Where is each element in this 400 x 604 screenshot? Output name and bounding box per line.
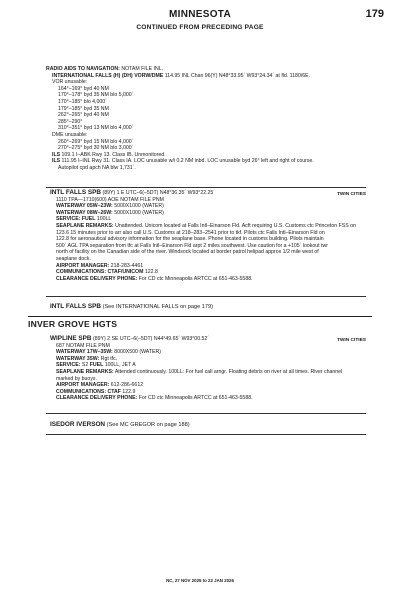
radio-aids-heading: RADIO AIDS TO NAVIGATION:	[46, 66, 120, 72]
remarks-line: Attended continuously. 100LL: For fuel call arngr. Floating debris on river at all times. River channel	[114, 368, 343, 375]
remarks-line: seaplane dock.	[56, 255, 91, 262]
waterway-label: WATERWAY 17W–35W:	[56, 349, 113, 356]
area-chart-label: TWIN CITIES	[336, 192, 366, 197]
radio-aids-section	[46, 66, 366, 172]
service-value: S2	[81, 362, 89, 369]
cross-reference-text: (See MC GREGOR on page 188)	[106, 422, 190, 428]
vor-unusable-item: 164°–169° byd 40 NM	[58, 85, 109, 92]
page-state-title: MINNESOTA	[169, 9, 231, 20]
vor-unusable-item: 179°–185° byd 35 NM	[58, 105, 109, 112]
remarks-line: marked by buoys.	[56, 375, 97, 382]
vor-unusable-item: 310°–351° byd 13 NM blo 4,000´	[58, 125, 134, 132]
ils-details-continued: Autopilot cpd apch NA blw 1,731´.	[58, 164, 136, 171]
ils-details: 109.1 I–ABK Rwy 13. Class IB. Unmonitored.	[61, 151, 166, 158]
service-label: SERVICE:	[56, 216, 81, 223]
vor-name: INTERNATIONAL FALLS (H) (DH) VORW/DME	[52, 72, 164, 79]
clearance-text: For CD ctc Minneapolis ARTCC at 651-463-5588.	[138, 275, 253, 282]
radio-aids-notam: NOTAM FILE INL.	[121, 66, 164, 72]
fuel-value: 100LL	[96, 216, 112, 223]
vor-unusable-item: 170°–178° byd 35 NM blo 5,000´	[58, 92, 134, 99]
cross-reference-intl-falls	[50, 303, 213, 310]
area-chart-label: TWIN CITIES	[336, 338, 366, 343]
ils-label: ILS	[52, 151, 61, 158]
manager-label: AIRPORT MANAGER:	[56, 382, 110, 389]
service-label: SERVICE:	[56, 362, 81, 369]
section-divider	[46, 413, 366, 414]
remarks-label: SEAPLANE REMARKS:	[56, 222, 114, 229]
vor-unusable-item: 285°–290°	[58, 118, 83, 125]
remarks-line: 123.6 15 minutes prior to arr also call U.S. Customs at 218–283–2541 prior to tkf. Pilots ctc Falls Intl–Einarson Fld on	[56, 229, 325, 236]
facility-name: WIPLINE SPB	[50, 335, 92, 342]
communications-frequency: 122.9	[122, 388, 136, 395]
ils-label: ILS	[52, 158, 61, 165]
waterway-label: WATERWAY 08W–26W:	[56, 209, 113, 216]
page-number: 179	[365, 8, 384, 20]
fuel-label: FUEL	[89, 362, 104, 369]
vor-details: INL Chan 96(Y) N48°33.95´ W93°24.34´ at fld. 1180/6E.	[181, 72, 311, 79]
vor-unusable-item: 170°–185° blo 4,000´	[58, 98, 107, 105]
clearance-label: CLEARANCE DELIVERY PHONE:	[56, 275, 138, 282]
manager-label: AIRPORT MANAGER:	[56, 262, 110, 269]
remarks-line: north of facility on the Canadian side of the river. Windsock located at border patrol helipad approx 1/2 mile west of	[56, 249, 319, 256]
communications-label: COMMUNICATIONS: CTAF/UNICOM	[56, 269, 144, 276]
remarks-line: 500´ AGL TPA separation from tfc at Falls Intl–Einarson Fld arpt 2 miles southwest. Use caution for a +105´ lookout twr	[56, 242, 328, 249]
waterway-label: WATERWAY 35W:	[56, 355, 100, 362]
continued-banner: CONTINUED FROM PRECEDING PAGE	[136, 24, 264, 31]
waterway-value: 5000X1000 (WATER)	[114, 203, 164, 210]
manager-phone: 612-286-6612	[110, 382, 144, 389]
fuel-value: 100LL, JET A	[104, 362, 136, 369]
waterway-value: 5000X1000 (WATER)	[114, 209, 164, 216]
ils-details: 111.95 I–INL Rwy 31. Class IA. LOC unusable w/i 0.2 NM inbd. LOC unusable byd 26° left and right of course.	[61, 158, 314, 165]
waterway-value: Rgt tfc.	[100, 355, 118, 362]
communications-label: COMMUNICATIONS: CTAF	[56, 388, 121, 395]
cross-reference-name: INTL FALLS SPB	[50, 303, 102, 310]
city-heading: INVER GROVE HGTS	[28, 319, 118, 329]
dme-unusable-item: 270°–275° byd 30 NM blo 3,000´	[58, 145, 134, 152]
communications-frequency: 122.8	[144, 269, 158, 276]
facility-wipline-spb	[50, 336, 370, 402]
vor-unusable-item: 262°–265° byd 40 NM	[58, 112, 109, 119]
manager-phone: 218-283-4461	[110, 262, 144, 269]
vor-unusable-label: VOR unusable:	[52, 79, 88, 86]
clearance-text: For CD ctc Minneapolis ARTCC at 651-463-5588.	[138, 395, 253, 402]
facility-name: INTL FALLS SPB	[50, 189, 102, 196]
fuel-label: FUEL	[81, 216, 96, 223]
section-divider	[46, 187, 366, 188]
waterway-label: WATERWAY 05W–23W:	[56, 203, 113, 210]
facility-ident-line: (89Y) 1 E UTC–6(–5DT) N48°36.35´ W93°22.25´	[102, 190, 216, 196]
cross-reference-isedor-iverson	[50, 421, 190, 428]
section-divider	[28, 316, 372, 317]
remarks-line: Unattended. Unicom located at Falls Intl–Einarson Fld. Acft requiring U.S. Customs ctc Princeton FSS on	[115, 222, 356, 229]
section-divider	[46, 434, 366, 435]
facility-intl-falls-spb	[50, 190, 370, 282]
clearance-label: CLEARANCE DELIVERY PHONE:	[56, 395, 138, 402]
facility-elevation-line: 1110 TPA—1710(600) AOE NOTAM FILE PNM	[56, 196, 164, 203]
cross-reference-text: (See INTERNATIONAL FALLS on page 179)	[102, 304, 213, 310]
cross-reference-name: ISEDOR IVERSON	[50, 421, 106, 428]
section-divider	[46, 296, 366, 297]
facility-elevation-line: 687 NOTAM FILE PNM	[56, 342, 110, 349]
effective-dates-footer: NC, 27 NOV 2025 to 22 JAN 2026	[166, 578, 234, 583]
remarks-label: SEAPLANE REMARKS:	[56, 368, 114, 375]
dme-unusable-label: DME unusable:	[52, 131, 88, 138]
vor-frequency: 114.95	[164, 72, 181, 79]
facility-ident-line: (89Y) 2 SE UTC–6(–5DT) N44°49.65´ W93°00.52´	[93, 336, 210, 342]
remarks-line: 122.8 for aeronautical advisory information for the seaplane base. Phone located in customs building. Pilots maintain	[56, 236, 324, 243]
waterway-value: 8000X500 (WATER)	[114, 349, 161, 356]
dme-unusable-item: 260°–269° byd 15 NM blo 4,000´	[58, 138, 134, 145]
